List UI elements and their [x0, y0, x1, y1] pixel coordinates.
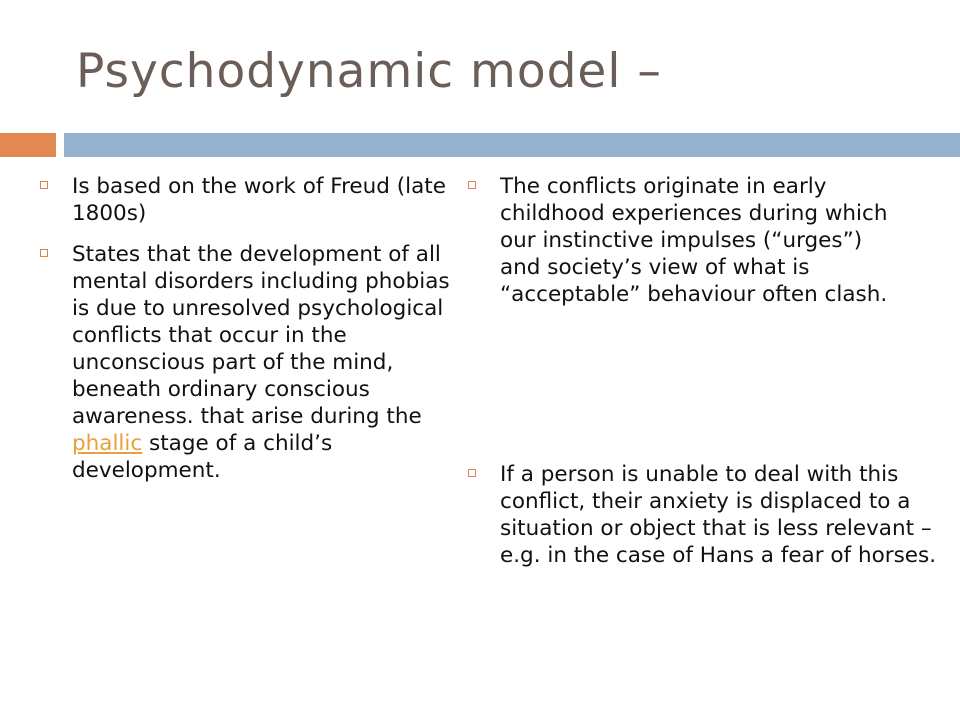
left-column — [38, 173, 463, 484]
right-column — [466, 173, 937, 568]
square-bullet-icon — [468, 181, 476, 189]
square-bullet-icon — [40, 181, 48, 189]
bullet-item — [466, 173, 906, 308]
title-accent-bar — [0, 133, 56, 157]
bullet-text: The conflicts originate in early childhood experiences during which our instinctive impulses (“urges”) and society’s view of what is “acceptable” behaviour often clash. — [500, 174, 888, 307]
bullet-text-part: stage of a child’s development. — [72, 431, 333, 483]
bullet-item — [38, 173, 463, 227]
title-divider-bar — [64, 133, 960, 157]
bullet-item — [466, 461, 940, 569]
slide-title: Psychodynamic model – — [76, 44, 662, 99]
square-bullet-icon — [468, 469, 476, 477]
bullet-text: If a person is unable to deal with this conflict, their anxiety is displaced to a situation or object that is less relevant – e.g. in the case of Hans a fear of horses. — [500, 462, 937, 568]
bullet-item — [38, 241, 463, 484]
bullet-text: Is based on the work of Freud (late 1800s) — [72, 174, 446, 226]
phallic-link[interactable]: phallic — [72, 431, 143, 456]
square-bullet-icon — [40, 249, 48, 257]
bullet-text-part: States that the development of all mental disorders including phobias is due to unresolved psychological conflicts that occur in the unconscious part of the mind, beneath ordinary conscious awareness. that arise during the — [72, 242, 450, 429]
